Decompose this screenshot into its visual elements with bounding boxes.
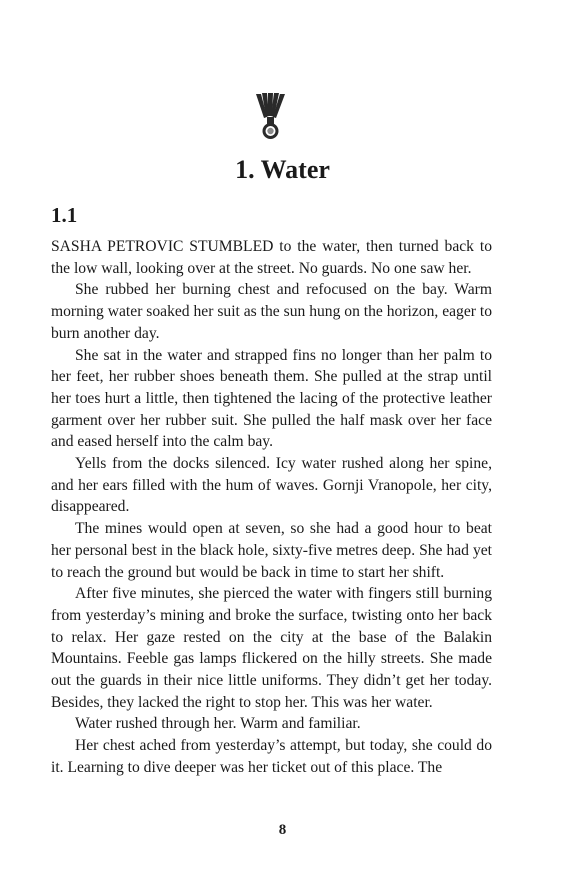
page-number: 8 — [278, 822, 287, 838]
paragraph: Her chest ached from yesterday’s attempt, but today, she could do it. Learning to dive deeper was her ticket out of this place. The — [51, 737, 492, 776]
chapter-title: 1. Water — [235, 155, 330, 184]
chapter-ornament-icon — [246, 93, 294, 141]
paragraph: SASHA PETROVIC STUMBLED to the water, then turned back to the low wall, looking over at the street. No guards. No one saw her. — [51, 238, 492, 277]
paragraph: The mines would open at seven, so she had a good hour to beat her personal best in the black hole, sixty-five metres deep. She had yet to reach the ground but would be back in time to start her shift. — [51, 520, 492, 581]
section-heading: 1.1 — [51, 203, 78, 227]
paragraph: After five minutes, she pierced the water with fingers still burning from yesterday’s mining and broke the surface, twisting onto her back to relax. Her gaze rested on the city at the base of the Balakin Mountains. Feeble gas lamps flickered on the hilly streets. She made out the guards in their nice little uniforms. They didn’t get her today. Besides, they lacked the right to stop her. This was her water. — [51, 585, 492, 711]
paragraph: Water rushed through her. Warm and familiar. — [75, 715, 361, 733]
body-text — [51, 236, 492, 779]
paragraph: She sat in the water and strapped fins no longer than her palm to her feet, her rubber shoes beneath them. She pulled at the strap until her toes hurt a little, then tightened the lacing of the protective leather garment over her rubber suit. She pulled the half mask over her face and eased herself into the calm bay. — [51, 346, 492, 451]
paragraph: She rubbed her burning chest and refocused on the bay. Warm morning water soaked her suit as the sun hung on the horizon, eager to burn another day. — [51, 281, 492, 342]
paragraph: Yells from the docks silenced. Icy water rushed along her spine, and her ears filled with the hum of waves. Gornji Vranopole, her city, disappeared. — [51, 455, 492, 516]
